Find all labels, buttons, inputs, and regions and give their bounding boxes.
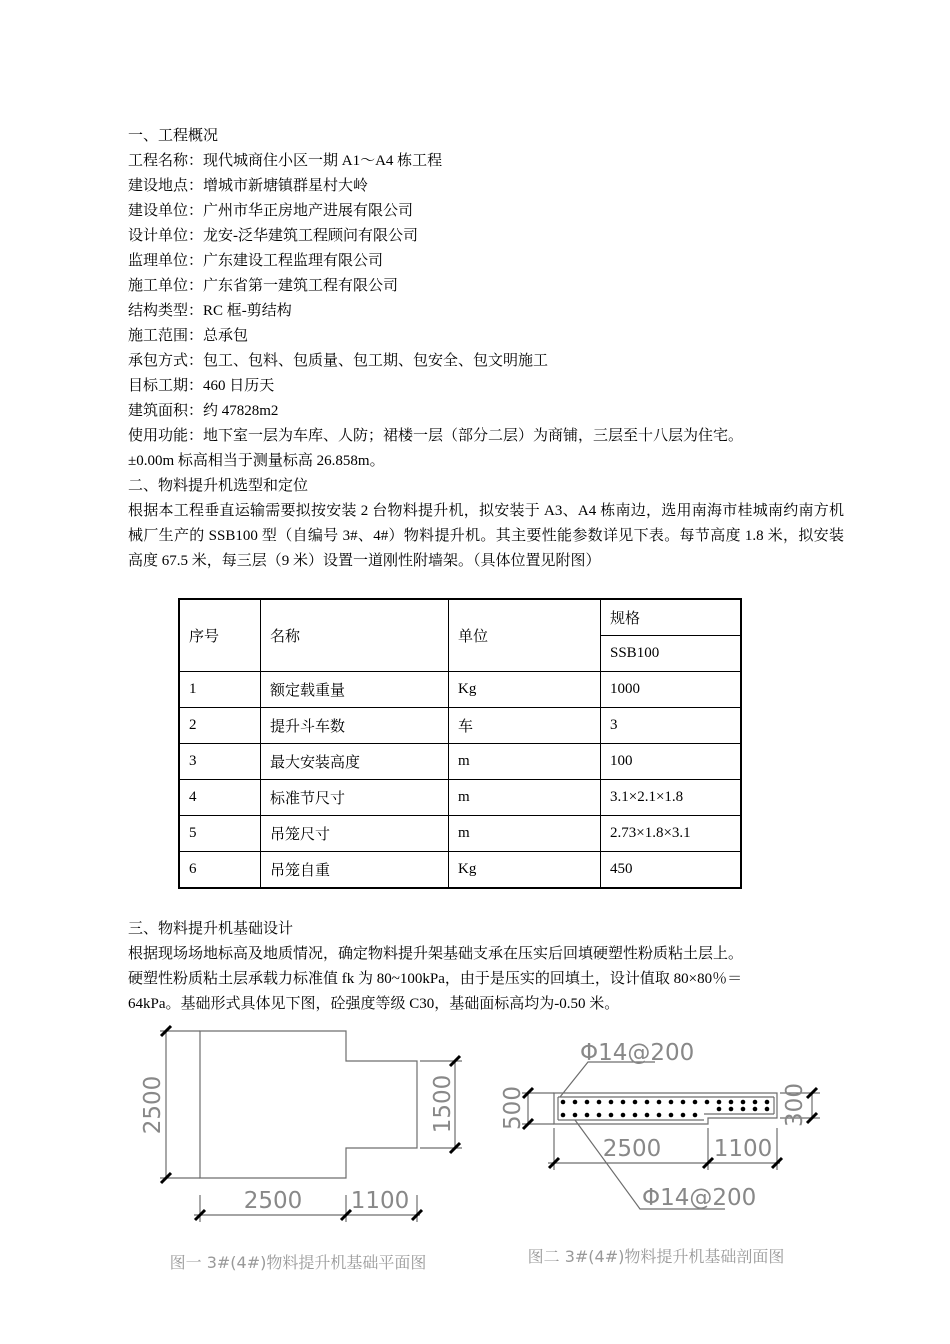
rebar-dot bbox=[597, 1100, 602, 1105]
rebar-dot bbox=[681, 1100, 686, 1105]
cell-value: 450 bbox=[601, 852, 742, 889]
dim-label-width-main: 2500 bbox=[243, 1188, 303, 1214]
rebar-dot bbox=[717, 1100, 722, 1105]
cell-no: 3 bbox=[179, 744, 261, 780]
overview-line: 结构类型：RC 框-剪结构 bbox=[128, 303, 292, 319]
rebar-dot bbox=[561, 1100, 566, 1105]
top-rebar-dots bbox=[561, 1100, 770, 1105]
rebar-dot bbox=[621, 1100, 626, 1105]
rebar-label-top: Φ14@200 bbox=[580, 1040, 695, 1066]
rebar-dot bbox=[573, 1100, 578, 1105]
rebar-dot bbox=[609, 1113, 614, 1118]
overview-line: 设计单位：龙安-泛华建筑工程顾问有限公司 bbox=[128, 228, 418, 244]
bottom-rebar-dots bbox=[561, 1107, 770, 1118]
dim-label-section-width-main: 2500 bbox=[602, 1136, 662, 1162]
design-line: 硬塑性粉质粘土层承载力标准值 fk 为 80~100kPa，由于是压实的回填土，设计值取 80×80％＝ bbox=[128, 971, 743, 987]
cell-no: 4 bbox=[179, 780, 261, 816]
overview-line: 目标工期：460 日历天 bbox=[128, 378, 275, 394]
rebar-dot bbox=[621, 1113, 626, 1118]
section-heading: 三、物料提升机基础设计 bbox=[128, 921, 294, 937]
cell-name: 最大安装高度 bbox=[261, 744, 449, 780]
rebar-dot bbox=[753, 1100, 758, 1105]
cell-unit: Kg bbox=[449, 852, 601, 889]
rebar-dot bbox=[669, 1113, 674, 1118]
rebar-dot bbox=[561, 1113, 566, 1118]
cell-value: 100 bbox=[601, 744, 742, 780]
design-line: 根据现场场地标高及地质情况，确定物料提升架基础支承在压实后回填硬塑性粉质粘土层上。 bbox=[128, 946, 744, 962]
overview-line: 建设地点：增城市新塘镇群星村大岭 bbox=[128, 178, 369, 194]
rebar-dot bbox=[693, 1100, 698, 1105]
overview-line: 工程名称：现代城商住小区一期 A1～A4 栋工程 bbox=[128, 153, 443, 169]
rebar-dot bbox=[729, 1100, 734, 1105]
section-drawing bbox=[500, 1040, 820, 1266]
rebar-label-bottom: Φ14@200 bbox=[642, 1185, 757, 1211]
rebar-dot bbox=[645, 1100, 650, 1105]
table-header-model: SSB100 bbox=[601, 636, 742, 672]
top-rebar-leader bbox=[560, 1062, 655, 1097]
rebar-dot bbox=[657, 1113, 662, 1118]
cell-value: 2.73×1.8×3.1 bbox=[601, 816, 742, 852]
rebar-dot bbox=[609, 1100, 614, 1105]
overview-line: 建筑面积：约 47828m2 bbox=[128, 403, 279, 419]
cell-no: 1 bbox=[179, 672, 261, 708]
overview-line: 施工范围：总承包 bbox=[128, 328, 249, 344]
cell-unit: Kg bbox=[449, 672, 601, 708]
figure1-caption: 图一 3#(4#)物料提升机基础平面图 bbox=[169, 1253, 427, 1272]
rebar-dot bbox=[765, 1100, 770, 1105]
cell-value: 1000 bbox=[601, 672, 742, 708]
rebar-dot bbox=[693, 1113, 698, 1118]
design-line: 64kPa。基础形式具体见下图，砼强度等级 C30，基础面标高均为-0.50 米。 bbox=[128, 996, 620, 1012]
dim-label-right-thickness: 300 bbox=[782, 1083, 808, 1127]
rebar-dot bbox=[657, 1100, 662, 1105]
plan-drawing bbox=[140, 1026, 462, 1272]
rebar-dot bbox=[645, 1113, 650, 1118]
cell-unit: m bbox=[449, 816, 601, 852]
cell-name: 提升斗车数 bbox=[261, 708, 449, 744]
selection-paragraph: 根据本工程垂直运输需要拟按安装 2 台物料提升机，拟安装于 A3、A4 栋南边，选用南海市桂城南约南方机械厂生产的 SSB100 型（自编号 3#、4#）物料提升机。其主要性能参数详见下表。每节高度 1.8 米，拟安装高度 67.5 米，每三层（9 米）设置一道刚性附墙架。（具体位置见附图） bbox=[128, 503, 844, 569]
cell-name: 吊笼尺寸 bbox=[261, 816, 449, 852]
dim-label-section-width-step: 1100 bbox=[713, 1136, 773, 1162]
overview-line: 承包方式：包工、包料、包质量、包工期、包安全、包文明施工 bbox=[128, 353, 549, 369]
rebar-dot bbox=[705, 1100, 710, 1105]
cell-unit: 车 bbox=[449, 708, 601, 744]
cell-name: 标准节尺寸 bbox=[261, 780, 449, 816]
overview-line: 使用功能：地下室一层为车库、人防；裙楼一层（部分二层）为商铺，三层至十八层为住宅。 bbox=[128, 428, 744, 444]
cell-name: 吊笼自重 bbox=[261, 852, 449, 889]
rebar-dot bbox=[765, 1107, 770, 1112]
cell-no: 6 bbox=[179, 852, 261, 889]
plan-outline bbox=[200, 1031, 417, 1178]
rebar-dot bbox=[717, 1107, 722, 1112]
dim-label-width-step: 1100 bbox=[350, 1188, 410, 1214]
cell-value: 3 bbox=[601, 708, 742, 744]
rebar-dot bbox=[573, 1113, 578, 1118]
rebar-dot bbox=[681, 1113, 686, 1118]
cell-no: 5 bbox=[179, 816, 261, 852]
dim-label-step-height: 1500 bbox=[430, 1074, 456, 1134]
dim-label-left-thickness: 500 bbox=[500, 1086, 526, 1130]
figure2-caption: 图二 3#(4#)物料提升机基础剖面图 bbox=[527, 1247, 785, 1266]
table-header-unit: 单位 bbox=[449, 599, 601, 672]
rebar-dot bbox=[633, 1113, 638, 1118]
cell-unit: m bbox=[449, 744, 601, 780]
section-heading: 二、物料提升机选型和定位 bbox=[128, 478, 309, 494]
overview-line: 监理单位：广东建设工程监理有限公司 bbox=[128, 253, 384, 269]
rebar-dot bbox=[741, 1100, 746, 1105]
rebar-dot bbox=[585, 1100, 590, 1105]
overview-line: 建设单位：广州市华正房地产进展有限公司 bbox=[128, 203, 414, 219]
rebar-dot bbox=[753, 1107, 758, 1112]
dim-label-height: 2500 bbox=[140, 1075, 166, 1135]
table-header-name: 名称 bbox=[261, 599, 449, 672]
overview-line: 施工单位：广东省第一建筑工程有限公司 bbox=[128, 278, 399, 294]
cell-name: 额定载重量 bbox=[261, 672, 449, 708]
cell-no: 2 bbox=[179, 708, 261, 744]
rebar-dot bbox=[633, 1100, 638, 1105]
overview-line: ±0.00m 标高相当于测量标高 26.858m。 bbox=[128, 453, 385, 469]
cell-unit: m bbox=[449, 780, 601, 816]
table-header-spec: 规格 bbox=[601, 599, 742, 636]
rebar-dot bbox=[669, 1100, 674, 1105]
rebar-dot bbox=[741, 1107, 746, 1112]
cell-value: 3.1×2.1×1.8 bbox=[601, 780, 742, 816]
section-heading: 一、工程概况 bbox=[128, 128, 219, 144]
rebar-dot bbox=[585, 1113, 590, 1118]
table-header-no: 序号 bbox=[179, 599, 261, 672]
rebar-dot bbox=[597, 1113, 602, 1118]
rebar-dot bbox=[729, 1107, 734, 1112]
